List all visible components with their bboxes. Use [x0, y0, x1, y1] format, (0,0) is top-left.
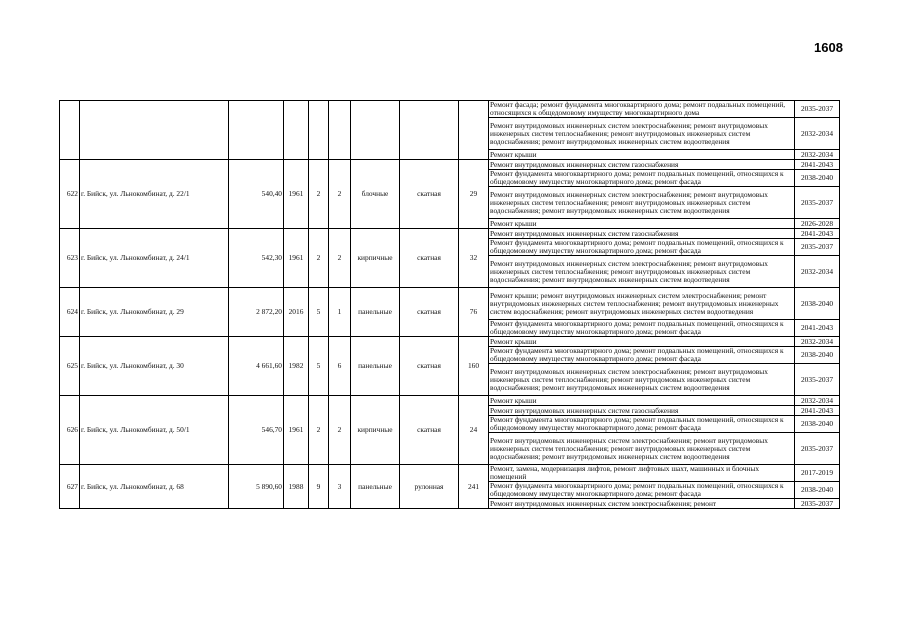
work-description: Ремонт внутридомовых инженерных систем электроснабжения; ремонт внутридомовых инженерных систем теплоснабжения; ремонт внутридомовых инженерных систем водоснабжения; ремонт внутридомовых инженерных систем водоотведения [489, 256, 795, 288]
building-address: г. Бийск, ул. Льнокомбинат, д. 29 [80, 288, 229, 337]
resident-count: 76 [459, 288, 489, 337]
work-description: Ремонт крыши [489, 150, 795, 160]
row-number: 622 [60, 160, 80, 229]
work-description: Ремонт крыши; ремонт внутридомовых инженерных систем электроснабжения; ремонт внутридомовых инженерных систем теплоснабжения; ремонт внутридомовых инженерных систем водоснабжения; ремонт внутридомовых инженерных систем водоотведения [489, 288, 795, 320]
empty-cell [351, 101, 400, 160]
empty-cell [329, 101, 351, 160]
table-row [60, 101, 840, 118]
work-description: Ремонт фундамента многоквартирного дома; ремонт подвальных помещений, относящихся к общедомовому имуществу многоквартирного дома; ремонт фасада [489, 239, 795, 256]
building-area: 4 661,60 [229, 337, 284, 396]
wall-material: блочные [351, 160, 400, 229]
wall-material: кирпичные [351, 396, 400, 465]
floor-count: 5 [309, 288, 329, 337]
build-year: 1961 [284, 396, 309, 465]
floor-count: 2 [309, 160, 329, 229]
entrance-count: 2 [329, 396, 351, 465]
building-address: г. Бийск, ул. Льнокомбинат, д. 68 [80, 465, 229, 509]
building-area: 2 872,20 [229, 288, 284, 337]
build-year: 2016 [284, 288, 309, 337]
work-description: Ремонт фундамента многоквартирного дома; ремонт подвальных помещений, относящихся к общедомовому имуществу многоквартирного дома; ремонт фасада [489, 482, 795, 499]
roof-type: скатная [400, 160, 459, 229]
roof-type: скатная [400, 288, 459, 337]
empty-cell [459, 101, 489, 160]
empty-cell [229, 101, 284, 160]
work-period: 2035-2037 [795, 187, 840, 219]
building-address: г. Бийск, ул. Льнокомбинат, д. 24/1 [80, 229, 229, 288]
table-row [60, 337, 840, 347]
work-period: 2035-2037 [795, 101, 840, 118]
work-period: 2035-2037 [795, 433, 840, 465]
work-description: Ремонт фундамента многоквартирного дома; ремонт подвальных помещений, относящихся к общедомовому имуществу многоквартирного дома; ремонт фасада [489, 416, 795, 433]
work-period: 2041-2043 [795, 320, 840, 337]
work-period: 2026-2028 [795, 219, 840, 229]
wall-material: панельные [351, 465, 400, 509]
work-description: Ремонт внутридомовых инженерных систем газоснабжения [489, 406, 795, 416]
building-area: 5 890,60 [229, 465, 284, 509]
building-address: г. Бийск, ул. Льнокомбинат, д. 22/1 [80, 160, 229, 229]
page-number: 1608 [814, 40, 843, 55]
row-number: 625 [60, 337, 80, 396]
row-number: 624 [60, 288, 80, 337]
work-period: 2035-2037 [795, 499, 840, 509]
row-number: 623 [60, 229, 80, 288]
work-description: Ремонт внутридомовых инженерных систем электроснабжения; ремонт внутридомовых инженерных систем теплоснабжения; ремонт внутридомовых инженерных систем водоснабжения; ремонт внутридомовых инженерных систем водоотведения [489, 433, 795, 465]
work-description: Ремонт фундамента многоквартирного дома; ремонт подвальных помещений, относящихся к общедомовому имуществу многоквартирного дома; ремонт фасада [489, 347, 795, 364]
empty-cell [400, 101, 459, 160]
row-number: 626 [60, 396, 80, 465]
wall-material: кирпичные [351, 229, 400, 288]
resident-count: 29 [459, 160, 489, 229]
work-period: 2032-2034 [795, 337, 840, 347]
work-description: Ремонт крыши [489, 337, 795, 347]
work-description: Ремонт крыши [489, 219, 795, 229]
work-period: 2038-2040 [795, 288, 840, 320]
floor-count: 9 [309, 465, 329, 509]
resident-count: 24 [459, 396, 489, 465]
work-period: 2041-2043 [795, 160, 840, 170]
building-address: г. Бийск, ул. Льнокомбинат, д. 30 [80, 337, 229, 396]
roof-type: скатная [400, 229, 459, 288]
table-row [60, 288, 840, 320]
work-description: Ремонт, замена, модернизация лифтов, ремонт лифтовых шахт, машинных и блочных помещений [489, 465, 795, 482]
resident-count: 160 [459, 337, 489, 396]
work-description: Ремонт фасада; ремонт фундамента многоквартирного дома; ремонт подвальных помещений, относящихся к общедомовому имуществу многоквартирного дома [489, 101, 795, 118]
table-row [60, 160, 840, 170]
work-period: 2038-2040 [795, 416, 840, 433]
work-description: Ремонт внутридомовых инженерных систем электроснабжения; ремонт внутридомовых инженерных систем теплоснабжения; ремонт внутридомовых инженерных систем водоснабжения; ремонт внутридомовых инженерных систем водоотведения [489, 118, 795, 150]
build-year: 1961 [284, 160, 309, 229]
wall-material: панельные [351, 288, 400, 337]
entrance-count: 3 [329, 465, 351, 509]
build-year: 1982 [284, 337, 309, 396]
work-period: 2035-2037 [795, 364, 840, 396]
work-period: 2032-2034 [795, 256, 840, 288]
table-row [60, 396, 840, 406]
wall-material: панельные [351, 337, 400, 396]
work-period: 2041-2043 [795, 229, 840, 239]
row-number: 627 [60, 465, 80, 509]
entrance-count: 2 [329, 160, 351, 229]
floor-count: 2 [309, 229, 329, 288]
building-address: г. Бийск, ул. Льнокомбинат, д. 50/1 [80, 396, 229, 465]
roof-type: скатная [400, 396, 459, 465]
work-period: 2038-2040 [795, 347, 840, 364]
work-period: 2041-2043 [795, 406, 840, 416]
table-row [60, 229, 840, 239]
building-area: 546,70 [229, 396, 284, 465]
roof-type: рулонная [400, 465, 459, 509]
work-description: Ремонт внутридомовых инженерных систем электроснабжения; ремонт [489, 499, 795, 509]
entrance-count: 6 [329, 337, 351, 396]
building-area: 540,40 [229, 160, 284, 229]
empty-cell [284, 101, 309, 160]
roof-type: скатная [400, 337, 459, 396]
work-period: 2035-2037 [795, 239, 840, 256]
resident-count: 241 [459, 465, 489, 509]
build-year: 1961 [284, 229, 309, 288]
work-description: Ремонт внутридомовых инженерных систем газоснабжения [489, 160, 795, 170]
work-description: Ремонт внутридомовых инженерных систем электроснабжения; ремонт внутридомовых инженерных систем теплоснабжения; ремонт внутридомовых инженерных систем водоснабжения; ремонт внутридомовых инженерных систем водоотведения [489, 364, 795, 396]
work-description: Ремонт фундамента многоквартирного дома; ремонт подвальных помещений, относящихся к общедомовому имуществу многоквартирного дома; ремонт фасада [489, 320, 795, 337]
empty-cell [60, 101, 80, 160]
entrance-count: 2 [329, 229, 351, 288]
work-period: 2017-2019 [795, 465, 840, 482]
work-description: Ремонт внутридомовых инженерных систем газоснабжения [489, 229, 795, 239]
build-year: 1988 [284, 465, 309, 509]
work-description: Ремонт внутридомовых инженерных систем электроснабжения; ремонт внутридомовых инженерных систем теплоснабжения; ремонт внутридомовых инженерных систем водоснабжения; ремонт внутридомовых инженерных систем водоотведения [489, 187, 795, 219]
floor-count: 5 [309, 337, 329, 396]
work-period: 2032-2034 [795, 150, 840, 160]
table-row [60, 465, 840, 482]
empty-cell [309, 101, 329, 160]
entrance-count: 1 [329, 288, 351, 337]
building-area: 542,30 [229, 229, 284, 288]
work-description: Ремонт фундамента многоквартирного дома; ремонт подвальных помещений, относящихся к общедомовому имуществу многоквартирного дома; ремонт фасада [489, 170, 795, 187]
work-description: Ремонт крыши [489, 396, 795, 406]
empty-cell [80, 101, 229, 160]
work-period: 2032-2034 [795, 118, 840, 150]
resident-count: 32 [459, 229, 489, 288]
work-period: 2032-2034 [795, 396, 840, 406]
work-period: 2038-2040 [795, 482, 840, 499]
floor-count: 2 [309, 396, 329, 465]
capital-repair-table [59, 100, 840, 509]
work-period: 2038-2040 [795, 170, 840, 187]
